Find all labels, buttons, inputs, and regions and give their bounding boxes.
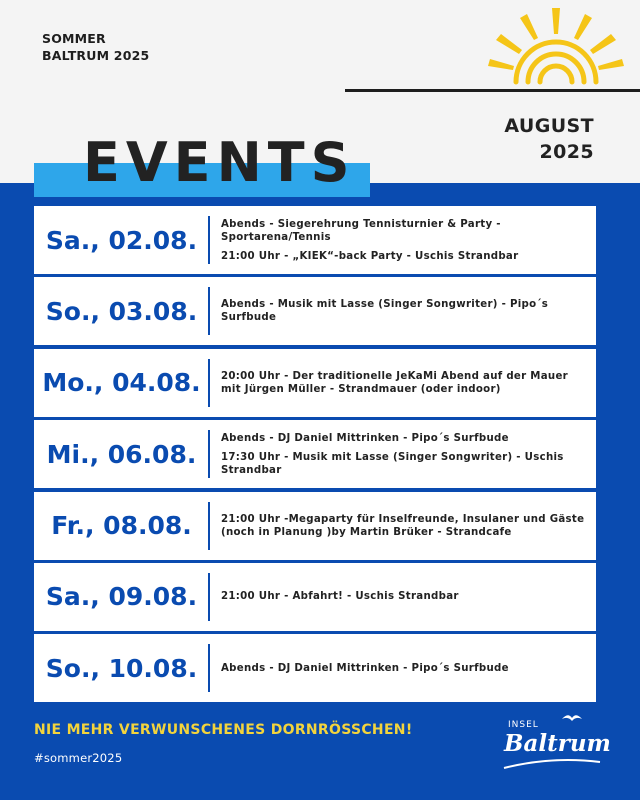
event-row (34, 277, 596, 345)
header-label (42, 30, 149, 64)
header-line-1: SOMMER (42, 31, 106, 46)
month-year: 2025 (539, 141, 594, 163)
hashtag: #sommer2025 (34, 751, 123, 765)
month-label (434, 113, 594, 165)
event-line: 21:00 Uhr - Abfahrt! - Uschis Strandbar (221, 591, 459, 603)
event-row (34, 349, 596, 417)
event-date: So., 10.08. (45, 653, 198, 683)
event-line: Abends - DJ Daniel Mittrinken - Pipo´s Surfbude (221, 662, 509, 674)
event-date: Mo., 04.08. (42, 368, 201, 398)
event-line: Abends - DJ Daniel Mittrinken - Pipo´s Surfbude (221, 432, 509, 444)
event-divider (208, 359, 210, 407)
event-divider (208, 502, 210, 550)
baltrum-logo (496, 708, 611, 772)
month-name: AUGUST (504, 115, 594, 137)
event-list (34, 206, 596, 706)
header-line-2: BALTRUM 2025 (42, 48, 150, 63)
event-line: 17:30 Uhr - Musik mit Lasse (Singer Songwriter) - Uschis Strandbar (221, 451, 564, 476)
logo-swoosh-icon (502, 758, 602, 772)
event-line: 21:00 Uhr - „KIEK“-back Party - Uschis Strandbar (221, 250, 519, 262)
event-row (34, 420, 596, 488)
seagull-icon (560, 710, 584, 726)
event-line: Abends - Siegerehrung Tennisturnier & Party - Sportarena/Tennis (221, 218, 501, 243)
event-description (221, 420, 589, 488)
event-description (221, 349, 589, 417)
logo-main-text: Baltrum (504, 730, 611, 757)
event-line: 20:00 Uhr - Der traditionelle JeKaMi Abend auf der Mauer mit Jürgen Müller - Strandmauer (oder indoor) (221, 370, 568, 395)
event-divider (208, 216, 210, 264)
event-divider (208, 573, 210, 621)
event-line: 21:00 Uhr -Megaparty für Inselfreunde, Insulaner und Gäste (noch in Planung )by Martin Brüker - Strandcafe (221, 513, 585, 538)
event-divider (208, 287, 210, 335)
event-divider (208, 644, 210, 692)
event-date: So., 03.08. (45, 296, 198, 326)
page-title: EVENTS (83, 131, 356, 194)
event-divider (208, 430, 210, 478)
event-date: Fr., 08.08. (51, 511, 192, 541)
logo-small-text: INSEL (508, 720, 539, 730)
slogan: NIE MEHR VERWUNSCHENES DORNRÖSSCHEN! (34, 722, 413, 738)
event-row (34, 492, 596, 560)
sun-icon (486, 4, 626, 86)
event-date: Sa., 09.08. (45, 582, 198, 612)
event-row (34, 634, 596, 702)
event-date: Mi., 06.08. (46, 439, 197, 469)
event-description (221, 634, 589, 702)
event-line: Abends - Musik mit Lasse (Singer Songwriter) - Pipo´s Surfbude (221, 299, 549, 324)
event-description (221, 492, 589, 560)
event-row (34, 206, 596, 274)
event-description (221, 563, 589, 631)
top-rule (345, 89, 640, 92)
event-row (34, 563, 596, 631)
event-description (221, 206, 589, 274)
event-description (221, 277, 589, 345)
event-date: Sa., 02.08. (45, 225, 198, 255)
